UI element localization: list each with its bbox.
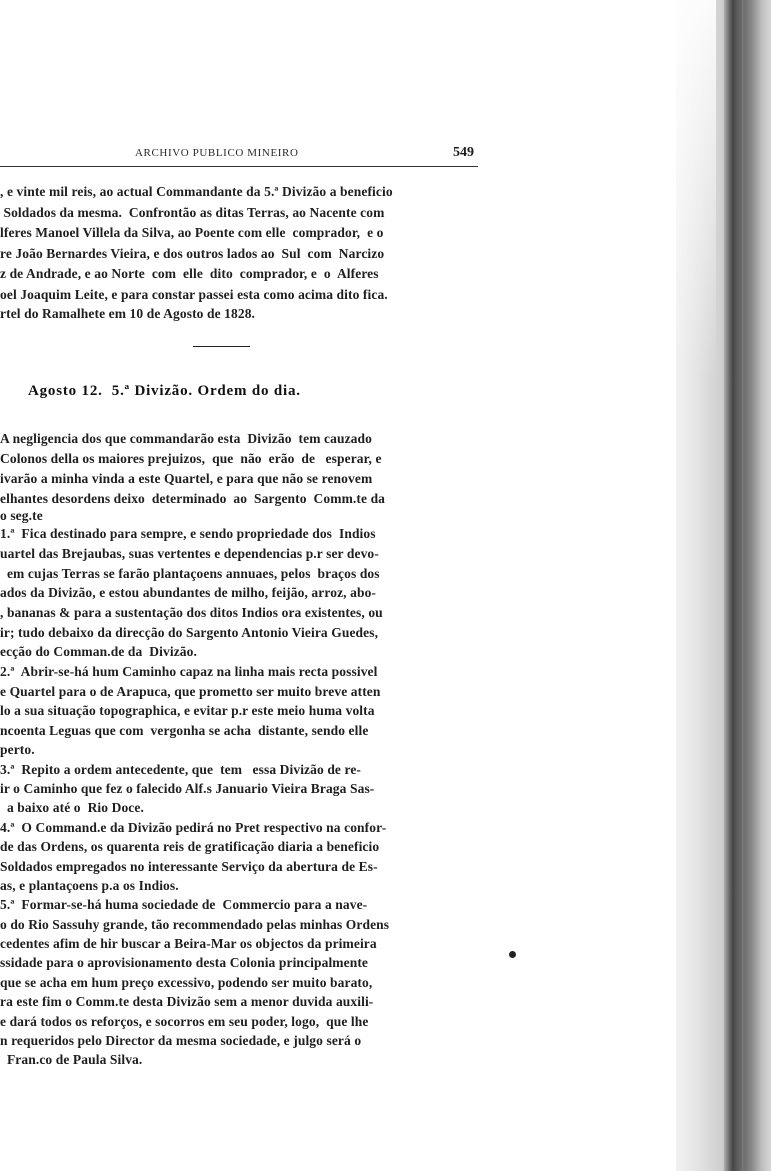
order-line: as, e plantaçoens p.a os Indios. — [0, 878, 179, 893]
order-line: perto. — [0, 742, 35, 757]
order-line: uartel das Brejaubas, suas vertentes e dependencias p.r ser devo- — [0, 546, 379, 561]
order-line: a baixo até o Rio Doce. — [0, 800, 144, 815]
order-line: ivarão a minha vinda a este Quartel, e para que não se renovem — [0, 471, 373, 486]
order-line: de das Ordens, os quarenta reis de gratificação diaria a beneficio — [0, 839, 380, 854]
paragraph-line: oel Joaquim Leite, e para constar passei esta como acima dito fica. — [0, 287, 388, 302]
paragraph-line: Soldados da mesma. Confrontão as ditas Terras, ao Nacente com — [0, 205, 385, 220]
order-line: ssidade para o aprovisionamento desta Colonia principalmente — [0, 955, 369, 970]
order-line: elhantes desordens deixo determinado ao Sargento Comm.te da — [0, 491, 386, 506]
order-line: Fran.co de Paula Silva. — [0, 1052, 143, 1067]
order-line: o seg.te — [0, 508, 43, 523]
order-line: ir; tudo debaixo da direcção do Sargento Antonio Vieira Guedes, — [0, 625, 379, 640]
order-line: ados da Divizão, e estou abundantes de milho, feijão, arroz, abo- — [0, 585, 377, 600]
order-line: A negligencia dos que commandarão esta Divizão tem cauzado — [0, 431, 372, 446]
order-line: 4.ª O Command.e da Divizão pedirá no Pret respectivo na confor- — [0, 820, 387, 835]
paragraph-line: rtel do Ramalhete em 10 de Agosto de 1828. — [0, 306, 256, 321]
paragraph-line: re João Bernardes Vieira, e dos outros lados ao Sul com Narcizo — [0, 246, 385, 261]
spine-shadow — [724, 0, 742, 1171]
order-line: , bananas & para a sustentação dos ditos Indios ora existentes, ou — [0, 605, 383, 620]
spine-highlight — [676, 0, 716, 380]
paragraph-line: , e vinte mil reis, ao actual Commandante da 5.ª Divizão a beneficio — [0, 184, 393, 199]
order-line: em cujas Terras se farão plantaçoens annuaes, pelos braços dos — [0, 566, 380, 581]
paragraph-line: lferes Manoel Villela da Silva, ao Poente com elle comprador, e o — [0, 225, 384, 240]
order-line: 3.ª Repito a ordem antecedente, que tem essa Divizão de re- — [0, 762, 362, 777]
section-heading: Agosto 12. 5.ª Divizão. Ordem do dia. — [28, 383, 301, 399]
ink-speck — [509, 951, 516, 958]
order-line: Colonos della os maiores prejuizos, que não erão de esperar, e — [0, 451, 382, 466]
running-head: ARCHIVO PUBLICO MINEIRO — [135, 147, 299, 159]
order-line: e dará todos os reforços, e socorros em seu poder, logo, que lhe — [0, 1014, 369, 1029]
order-line: 2.ª Abrir-se-há hum Caminho capaz na linha mais recta possivel — [0, 664, 378, 679]
header-rule — [0, 166, 478, 167]
order-line: e Quartel para o de Arapuca, que prometto ser muito breve atten — [0, 684, 381, 699]
order-line: Soldados empregados no interessante Serviço da abertura de Es- — [0, 859, 378, 874]
section-divider — [193, 346, 250, 347]
order-line: n requeridos pelo Director da mesma sociedade, e julgo será o — [0, 1033, 362, 1048]
order-line: ncoenta Leguas que com vergonha se acha distante, sendo elle — [0, 723, 369, 738]
page-number: 549 — [453, 145, 474, 160]
order-line: o do Rio Sassuhy grande, tão recommendado pelas minhas Ordens — [0, 917, 390, 932]
order-line: cedentes afim de hir buscar a Beira-Mar os objectos da primeira — [0, 936, 377, 951]
order-line: que se acha em hum preço excessivo, podendo ser muito barato, — [0, 975, 373, 990]
order-line: 5.ª Formar-se-há huma sociedade de Commercio para a nave- — [0, 897, 368, 912]
order-line: ecção do Comman.de da Divizão. — [0, 644, 197, 659]
order-line: ir o Caminho que fez o falecido Alf.s Januario Vieira Braga Sas- — [0, 781, 375, 796]
order-line: lo a sua situação topographica, e evitar p.r este meio huma volta — [0, 703, 375, 718]
order-line: 1.ª Fica destinado para sempre, e sendo propriedade dos Indios — [0, 526, 376, 541]
order-line: ra este fim o Comm.te desta Divizão sem a menor duvida auxili- — [0, 994, 374, 1009]
paragraph-line: z de Andrade, e ao Norte com elle dito comprador, e o Alferes — [0, 266, 379, 281]
